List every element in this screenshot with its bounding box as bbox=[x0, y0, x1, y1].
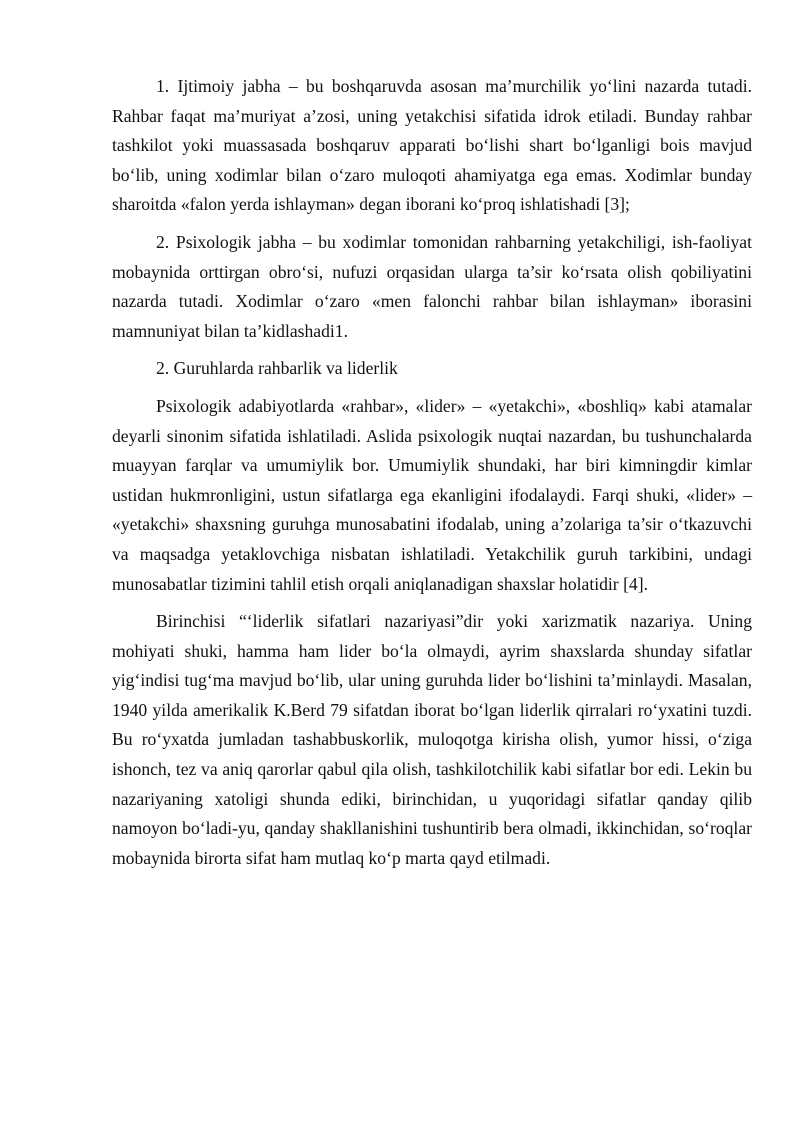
paragraph-charismatic-theory: Birinchisi “‘liderlik sifatlari nazariyasi”dir yoki xarizmatik nazariya. Uning mohiyati shuki, hamma ham lider bo‘la olmaydi, ayrim shaxslarda shunday sifatlar yig‘indisi tug‘ma mavjud bo‘lib, ular uning guruhda lider bo‘lishini ta’minlaydi. Masalan, 1940 yilda amerikalik K.Berd 79 sifatdan iborat bo‘lgan liderlik qirralari ro‘yxatini tuzdi. Bu ro‘yxatda jumladan tashabbuskorlik, muloqotga kirisha olish, yumor hissi, o‘ziga ishonch, tez va aniq qarorlar qabul qila olish, tashkilotchilik kabi sifatlar bor edi. Lekin bu nazariyaning xatoligi shunda ediki, birinchidan, u yuqoridagi sifatlar qanday qilib namoyon bo‘ladi-yu, qanday shakllanishini tushuntirib bera olmadi, ikkinchidan, so‘roqlar mobaynida birorta sifat ham mutlaq ko‘p marta qayd etilmadi. bbox=[112, 611, 752, 868]
paragraph-social-aspect: 1. Ijtimoiy jabha – bu boshqaruvda asosan ma’murchilik yo‘lini nazarda tutadi. Rahbar faqat ma’muriyat a’zosi, uning yetakchisi sifatida idrok etiladi. Bunday rahbar tashkilot yoki muassasada boshqaruv apparati bo‘lishi shart bo‘lganligi bois mavjud bo‘lib, uning xodimlar bilan o‘zaro muloqoti ahamiyatga ega emas. Xodimlar bunday sharoitda «falon yerda ishlayman» degan iborani ko‘proq ishlatishadi [3]; bbox=[112, 76, 752, 215]
section-heading: 2. Guruhlarda rahbarlik va liderlik bbox=[156, 358, 398, 379]
paragraph-leader-terms: Psixologik adabiyotlarda «rahbar», «lider» – «yetakchi», «boshliq» kabi atamalar deyarli sinonim sifatida ishlatiladi. Aslida psixologik nuqtai nazardan, bu tushunchalarda muayyan farqlar va umumiylik bor. Umumiylik shundaki, har biri kimningdir kimlar ustidan hukmronligini, ustun sifatlarga ega ekanligini ifodalaydi. Farqi shuki, «lider» – «yetakchi» shaxsning guruhga munosabatini ifodalab, uning a’zolariga ta’sir o‘tkazuvchi va maqsadga yetaklovchiga nisbatan ishlatiladi. Yetakchilik guruh tarkibini, undagi munosabatlar tizimini tahlil etish orqali aniqlanadigan shaxslar holatidir [4]. bbox=[112, 395, 752, 594]
document-page bbox=[112, 72, 752, 881]
paragraph-psychological-aspect: 2. Psixologik jabha – bu xodimlar tomonidan rahbarning yetakchiligi, ish-faoliyat mobaynida orttirgan obro‘si, nufuzi orqasidan ularga ta’sir ko‘rsata olish qobiliyatini nazarda tutadi. Xodimlar o‘zaro «men falonchi rahbar bilan ishlayman» iborasini mamnuniyat bilan ta’kidlashadi1. bbox=[112, 231, 752, 341]
